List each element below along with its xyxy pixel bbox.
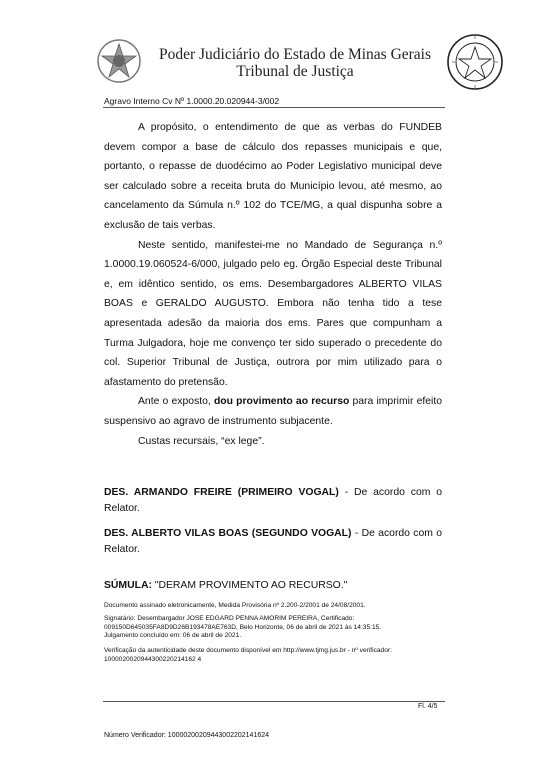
vote-2 [104, 526, 442, 558]
header-divider [103, 107, 445, 108]
verifier-number: Número Verificador: 10000200209443002202141624 [104, 732, 270, 739]
sumula-text: "DERAM PROVIMENTO AO RECURSO." [151, 580, 348, 591]
p3-bold-text: dou provimento ao recurso [213, 396, 350, 408]
vote-1-text: - De acordo com o Relator. [104, 487, 442, 514]
coat-of-arms-logo [96, 38, 142, 84]
footer-divider [103, 701, 445, 702]
signatory-text: Signatário: Desembargador JOSE EDGARD PENNA AMORIM PEREIRA, Certificado: 009150D645035FA8D9D26B193478AE763D, Belo Horizonte, 06 de abril de 2021 às 14:35:15. [104, 615, 382, 631]
signatory-block [104, 615, 444, 641]
court-title [150, 46, 440, 80]
paragraph-3 [104, 392, 442, 431]
p3-text-before: Ante o exposto, [138, 396, 214, 408]
sumula [104, 580, 347, 591]
p3-text-after: para imprimir efeito suspensivo ao agravo de instrumento subjacente. [104, 396, 442, 427]
judgment-date: Julgamento concluído em: 06 de abril de 2021. [104, 632, 242, 640]
court-name-line2: Tribunal de Justiça [236, 63, 354, 80]
page-number: Fl. 4/5 [418, 703, 438, 710]
authenticity-note: Verificação da autenticidade deste documento disponível em http://www.tjmg.jus.br - nº verificador: 1000020020944300220214162 4 [104, 647, 392, 663]
paragraph-1: A propósito, o entendimento de que as verbas do FUNDEB devem compor a base de cálculo dos repasses municipais e que, portanto, o repasse de duodécimo ao Poder Legislativo municipal deve ser calculado sobre a receita bruta do Município levou, até mesmo, ao cancelamento da Súmula n.º 102 do TCE/MG, a qual dispunha sobre a exclusão de tais verbas. [104, 122, 442, 231]
court-name-line1: Poder Judiciário do Estado de Minas Gerais [158, 46, 432, 63]
doc-signed-note: Documento assinado eletronicamente, Medida Provisória nº 2.200-2/2001 de 24/08/2001. [104, 602, 366, 609]
sumula-label: SÚMULA: [104, 580, 152, 591]
document-body [104, 118, 442, 451]
paragraph-2: Neste sentido, manifestei-me no Mandado de Segurança n.º 1.0000.19.060524-6/000, julgado pelo eg. Órgão Especial deste Tribunal e, em idêntico sentido, os ems. Desembargadores ALBERTO VILAS BOAS e GERALDO AUGUSTO. Embora não tenha tido a tese apresentada adesão da maioria dos ems. Pares que compunham a Turma Julgadora, hoje me convenço ter sido superado o precedente do col. Superior Tribunal de Justiça, outrora por mim utilizado para o afastamento do pretensão. [104, 239, 442, 388]
vote-1-judge: DES. ARMANDO FREIRE (PRIMEIRO VOGAL) [104, 487, 339, 498]
vote-2-text: - De acordo com o Relator. [104, 528, 442, 555]
vote-2-judge: DES. ALBERTO VILAS BOAS (SEGUNDO VOGAL) [104, 528, 352, 539]
court-seal [446, 33, 504, 91]
vote-1 [104, 485, 442, 517]
paragraph-4: Custas recursais, “ex lege”. [138, 435, 265, 447]
case-number: Agravo Interno Cv Nº 1.0000.20.020944-3/002 [104, 96, 280, 106]
